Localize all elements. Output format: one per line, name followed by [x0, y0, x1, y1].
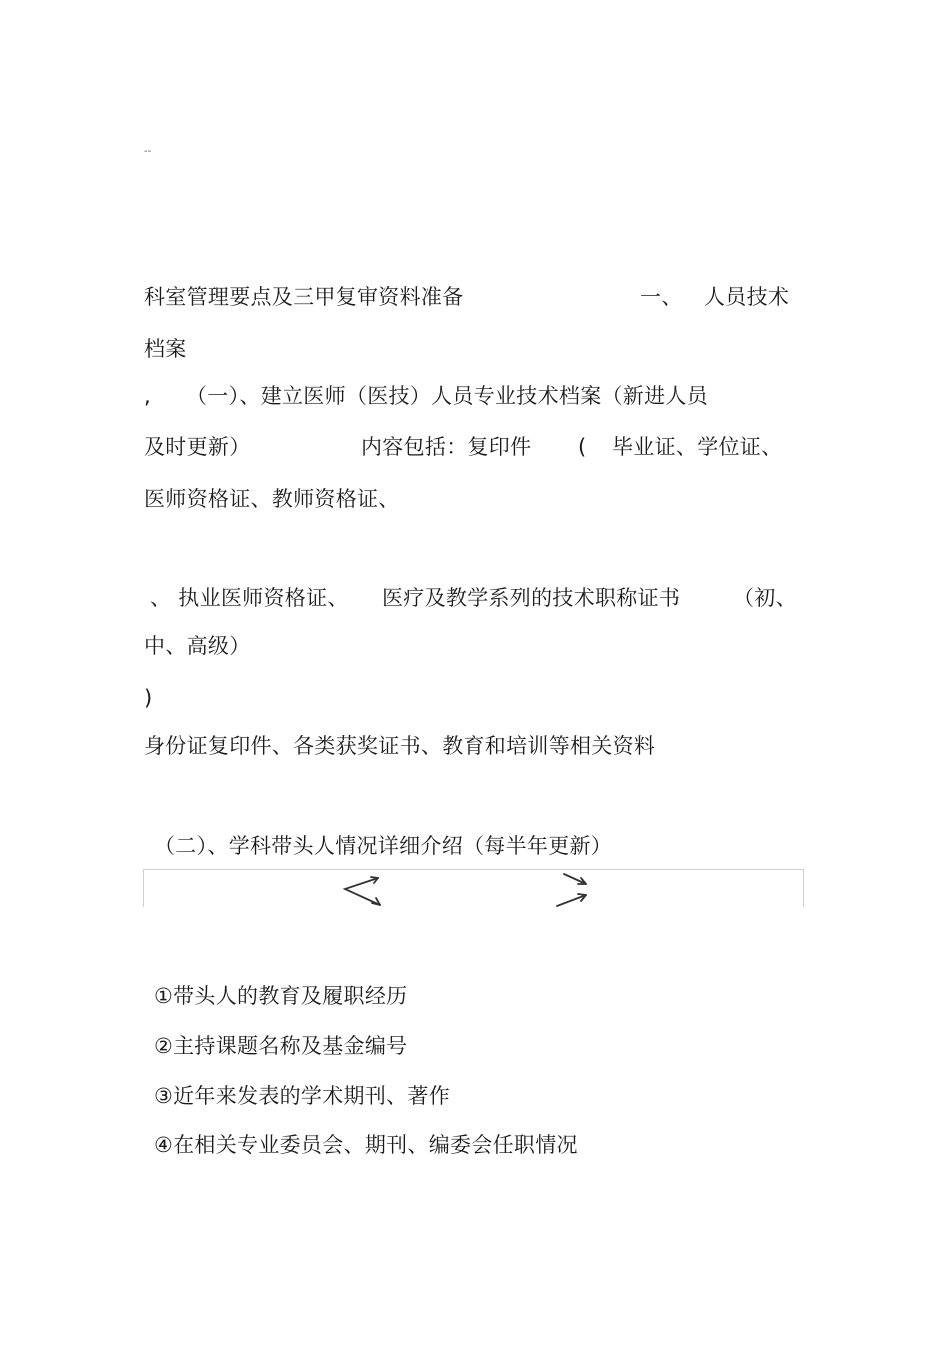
certificate-list-line-1: 毕业证、学位证、 — [612, 435, 783, 459]
certificate-list-line-3b: 医疗及教学系列的技术职称证书 — [382, 586, 681, 610]
header-mark: -- — [144, 146, 152, 157]
certificate-list-line-5: 身份证复印件、各类获奖证书、教育和培训等相关资料 — [144, 734, 656, 758]
section-one-number: 一、 — [640, 285, 683, 309]
list-item-3: ③近年来发表的学术期刊、著作 — [154, 1084, 451, 1108]
subsection-two-heading: （二）、学科带头人情况详细介绍（每半年更新） — [154, 834, 613, 858]
section-one-title-continued: 档案 — [144, 337, 187, 361]
arrow-diagram — [144, 870, 805, 908]
subsection-one-heading: （一）、建立医师（医技）人员专业技术档案（新进人员 — [186, 384, 708, 408]
certificate-list-line-3c: （初、 — [733, 586, 797, 610]
document-title: 科室管理要点及三甲复审资料准备 — [144, 285, 464, 309]
certificate-list-line-3a: 、 执业医师资格证、 — [150, 586, 349, 610]
diagram-fragment — [143, 869, 804, 907]
subsection-one-heading-continued: 及时更新） — [144, 435, 251, 459]
certificate-list-line-4: 中、高级） — [144, 634, 251, 658]
certificate-list-line-2: 医师资格证、教师资格证、 — [144, 487, 400, 511]
list-item-1: ①带头人的教育及履职经历 — [154, 984, 408, 1008]
close-paren: ) — [144, 686, 153, 710]
list-item-4: ④在相关专业委员会、期刊、编委会任职情况 — [154, 1133, 578, 1157]
stray-comma: , — [144, 384, 151, 408]
content-label: 内容包括：复印件 — [361, 435, 532, 459]
open-paren: ( — [578, 435, 587, 459]
list-item-2: ②主持课题名称及基金编号 — [154, 1034, 408, 1058]
section-one-title: 人员技术 — [704, 285, 790, 309]
